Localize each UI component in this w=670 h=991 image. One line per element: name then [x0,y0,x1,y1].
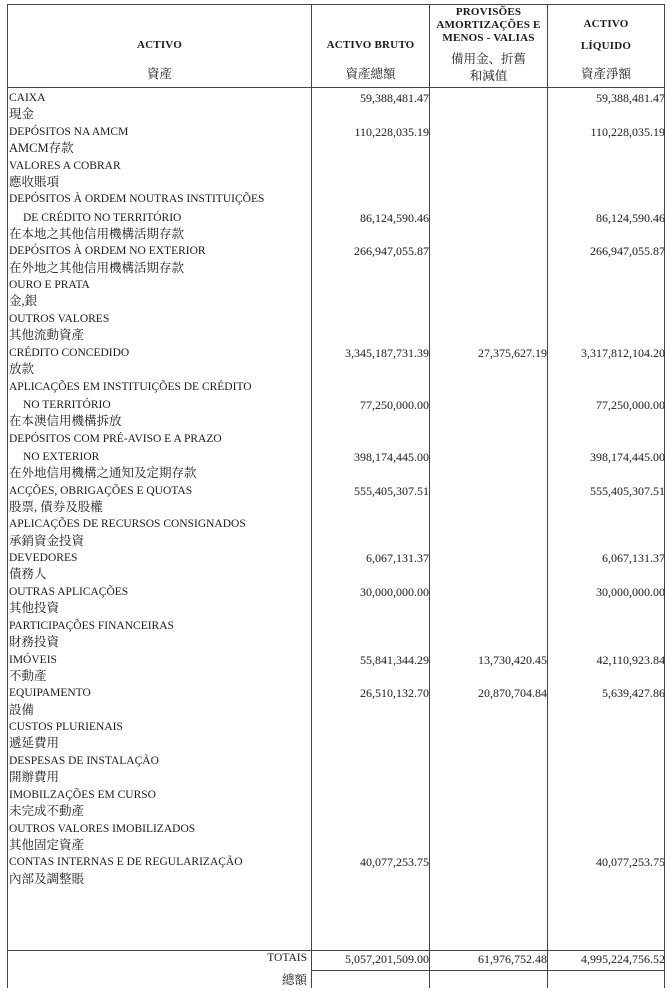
totals-liquido: 4,995,224,756.52 [581,952,665,966]
row-label: DEPÓSITOS À ORDEM NO EXTERIOR [9,245,206,258]
header-bruto [311,4,430,88]
row-label-zh: 在外地之其他信用機構活期存款 [9,260,185,275]
row-label-zh: 在本澳信用機構拆放 [9,414,122,428]
header-liquido [547,4,665,88]
row-liquido: 86,124,590.46 [596,210,665,225]
row-label-zh: 放款 [9,362,35,376]
row-label: OUTRAS APLICAÇÕES [9,586,129,598]
row-label-zh: 內部及調整賬 [9,871,85,886]
row-label-zh: 金,銀 [9,294,38,309]
row-liquido: 398,174,445.00 [590,449,665,464]
header-activo-zh: 資產 [146,67,172,81]
row-bruto: 6,067,131.37 [366,551,429,566]
row-label: CONTAS INTERNAS E DE REGULARIZAÇÃO [9,856,243,869]
row-bruto: 40,077,253.75 [360,855,429,870]
totals-top-line [7,950,665,951]
row-liquido: 30,000,000.00 [596,585,665,599]
row-label-zh: 遞延費用 [9,736,60,751]
row-label: ACÇÕES, OBRIGAÇÕES E QUOTAS [9,484,193,497]
header-provisoes-title: PROVISÕES AMORTIZAÇÕES E MENOS - VALIAS [436,6,541,44]
row-label-zh: 財務投資 [9,635,60,649]
row-label-zh: 現金 [9,107,35,122]
row-label-zh: 其他投資 [9,601,60,616]
row-label-zh: AMCM存款 [9,141,74,155]
row-label-continued: NO TERRITÓRIO [23,398,111,411]
column-divider [429,88,430,988]
row-label-zh: 承銷資金投資 [9,533,85,548]
row-label: EQUIPAMENTO [9,687,91,700]
row-label: APLICAÇÕES DE RECURSOS CONSIGNADOS [9,518,246,531]
row-bruto: 55,841,344.29 [360,652,429,667]
row-label: DESPESAS DE INSTALAÇÃO [9,755,159,767]
header-provisoes [429,4,548,88]
row-liquido: 40,077,253.75 [596,855,665,870]
row-bruto: 266,947,055.87 [354,244,429,259]
header-liquido-title: ACTIVO LÍQUIDO [580,18,632,52]
row-liquido: 266,947,055.87 [590,244,665,259]
row-label-continued: NO EXTERIOR [23,450,100,463]
row-liquido: 3,317,812,104.20 [581,345,665,360]
row-label-zh: 應收賬項 [9,174,60,189]
row-label: VALORES A COBRAR [9,159,121,172]
row-label: APLICAÇÕES EM INSTITUIÇÕES DE CRÉDITO [9,380,252,393]
row-liquido: 110,228,035.19 [590,124,665,139]
row-label-zh: 不動產 [9,668,47,683]
row-provisoes: 13,730,420.45 [478,652,547,667]
row-label: IMÓVEIS [9,653,57,666]
row-liquido: 42,110,923.84 [596,652,665,667]
row-bruto: 555,405,307.51 [354,483,429,498]
row-label: CAIXA [9,92,46,104]
row-liquido: 77,250,000.00 [596,397,665,412]
header-activo [7,4,312,88]
column-divider [547,950,548,970]
totals-bottom-line [311,970,665,971]
row-liquido: 6,067,131.37 [602,551,665,566]
row-bruto: 398,174,445.00 [354,449,429,464]
row-label: PARTICIPAÇÕES FINANCEIRAS [9,619,174,632]
left-border [7,88,8,988]
header-bruto-title: ACTIVO BRUTO [326,39,415,51]
row-label-zh: 其他流動資產 [9,328,85,343]
row-label-continued: DE CRÉDITO NO TERRITÓRIO [23,211,182,224]
totals-label-zh: 總額 [281,973,307,987]
row-bruto: 110,228,035.19 [354,124,429,139]
header-liquido-zh: 資產淨額 [580,67,631,81]
row-label: DEPÓSITOS À ORDEM NOUTRAS INSTITUIÇÕES [9,193,265,206]
row-label-zh: 開辦費用 [9,770,60,785]
row-label-zh: 股票, 債券及股權 [9,499,103,514]
row-label: OUTROS VALORES IMOBILIZADOS [9,822,196,835]
column-divider [311,950,312,988]
row-label: DEPÓSITOS COM PRÉ-AVISO E A PRAZO [9,432,222,445]
row-label: DEPÓSITOS NA AMCM [9,125,129,138]
column-divider [429,950,430,970]
row-bruto: 77,250,000.00 [360,397,429,412]
row-label: DEVEDORES [9,552,78,565]
row-liquido: 59,388,481.47 [596,91,665,105]
balance-sheet [7,4,665,988]
column-divider [311,88,312,988]
row-provisoes: 20,870,704.84 [478,686,547,701]
column-divider [547,88,548,988]
row-label-zh: 未完成不動產 [9,804,85,818]
header-provisoes-zh: 備用金、折舊和減值 [450,52,526,83]
totals-bruto: 5,057,201,509.00 [345,952,429,966]
header-bruto-zh: 資產總額 [345,67,396,81]
row-provisoes: 27,375,627.19 [478,345,547,360]
row-bruto: 59,388,481.47 [360,91,429,105]
row-bruto: 86,124,590.46 [360,210,429,225]
row-liquido: 555,405,307.51 [590,483,665,498]
row-label: IMOBILZAÇÕES EM CURSO [9,788,156,801]
row-label: OURO E PRATA [9,279,90,292]
row-label-zh: 其他固定資產 [9,837,85,852]
row-bruto: 26,510,132.70 [360,686,429,701]
row-label-zh: 在本地之其他信用機構活期存款 [9,226,185,241]
row-label-zh: 設備 [9,702,35,717]
row-label: CUSTOS PLURIENAIS [9,721,123,734]
totals-label: TOTAIS [267,952,307,964]
totals-provisoes: 61,976,752.48 [478,952,547,966]
header-activo-title: ACTIVO [137,39,182,51]
row-bruto: 30,000,000.00 [360,585,429,599]
row-liquido: 5,639,427.86 [602,686,665,701]
column-divider [664,950,665,970]
row-label-zh: 債務人 [9,567,47,582]
row-label: OUTROS VALORES [9,313,110,325]
row-label-zh: 在外地信用機構之通知及定期存款 [9,466,197,480]
row-bruto: 3,345,187,731.39 [345,345,429,360]
row-label: CRÉDITO CONCEDIDO [9,346,130,359]
